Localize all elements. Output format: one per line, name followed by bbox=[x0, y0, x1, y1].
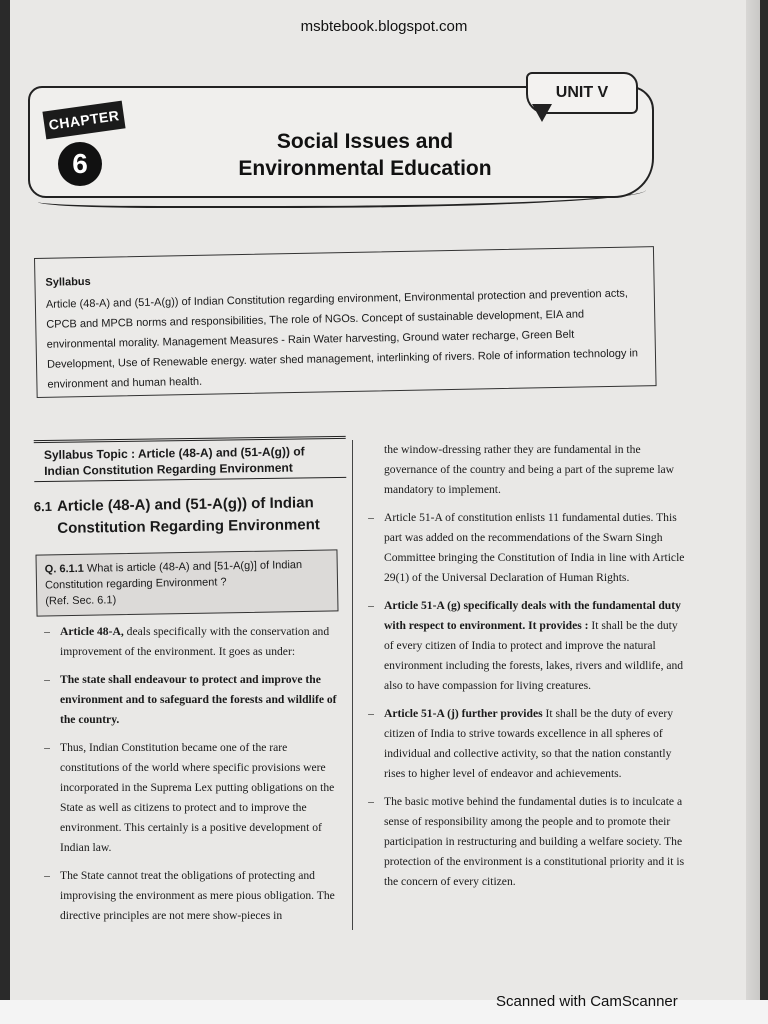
left-column bbox=[34, 438, 346, 926]
list-item bbox=[358, 792, 688, 892]
chapter-title-line-2: Environmental Education bbox=[238, 157, 492, 180]
syllabus-box bbox=[34, 246, 657, 398]
paragraph-article-51a-j: Article 51-A (j) further provides It shall be the duty of every citizen of India to strive towards excellence in all spheres of individual and collective activity, so that the nation constantly rises to higher level of endeavor and achievements. bbox=[384, 707, 674, 780]
unit-tag: UNIT V bbox=[526, 72, 638, 114]
list-item bbox=[34, 738, 346, 858]
right-column bbox=[358, 432, 688, 892]
section-heading bbox=[34, 492, 347, 540]
list-dash: – bbox=[368, 795, 374, 808]
list-item bbox=[34, 670, 346, 730]
list-dash: – bbox=[368, 707, 374, 720]
list-dash: – bbox=[44, 673, 50, 686]
list-item bbox=[358, 704, 688, 784]
section-title: Article (48-A) and (51-A(g)) of Indian Constitution Regarding Environment bbox=[56, 494, 320, 537]
list-dash: – bbox=[368, 511, 374, 524]
unit-tag-tail bbox=[532, 104, 552, 122]
syllabus-heading: Syllabus bbox=[45, 275, 91, 289]
question-box bbox=[35, 549, 338, 616]
section-number: 6.1 bbox=[33, 498, 53, 515]
camscanner-watermark: Scanned with CamScanner bbox=[496, 993, 678, 1010]
list-item bbox=[358, 440, 688, 500]
list-dash: – bbox=[368, 599, 374, 612]
paragraph-article-51a-g: Article 51-A (g) specifically deals with the fundamental duty with respect to environment. It provides : It shall be the duty of every citizen of India to protect and improve the natural environment including the forests, lakes, rivers and wildlife, and also to have compassion for living creatures. bbox=[384, 599, 684, 692]
paragraph-state-obligations: The State cannot treat the obligations of protecting and improvising the environment as mere pious obligation. The directive principles are not mere show-pieces in bbox=[60, 869, 335, 922]
question-reference: (Ref. Sec. 6.1) bbox=[45, 594, 117, 608]
list-dash: – bbox=[44, 869, 50, 882]
list-item bbox=[34, 866, 346, 926]
chapter-title-line-1: Social Issues and bbox=[276, 130, 454, 153]
paragraph-article-51a: Article 51-A of constitution enlists 11 fundamental duties. This part was added on the recommendations of the Swarn Singh Committee bringing the Constitution of India in line with Article 29(1) of the Universal Declaration of Human Rights. bbox=[384, 511, 685, 584]
page-edge-shadow bbox=[746, 0, 760, 1000]
paragraph-article-48a: Article 48-A, deals specifically with the conservation and improvement of the environment. It goes as under: bbox=[60, 625, 330, 658]
paragraph-basic-motive: The basic motive behind the fundamental duties is to inculcate a sense of responsibility among the people and to promote their participation in restructuring and building a welfare society. The protection of the environment is a constitutional priority and it is the concern of every citizen. bbox=[384, 795, 685, 888]
syllabus-topic-line-2: Indian Constitution Regarding Environment bbox=[44, 460, 293, 479]
chapter-label: CHAPTER bbox=[42, 101, 125, 140]
list-item bbox=[358, 508, 688, 588]
paragraph-constitution: Thus, Indian Constitution became one of the rare constitutions of the world where specific provisions were incorporated in the Suprema Lex putting obligations on the State as well as citizens to protect and to improve the environment. This certainly is a positive development of Indian law. bbox=[60, 741, 335, 854]
chapter-number: 6 bbox=[58, 142, 102, 186]
list-item bbox=[358, 596, 688, 696]
syllabus-text: Article (48-A) and (51-A(g)) of Indian Constitution regarding environment, Environmental protection and prevention acts, CPCB and MPCB norms and responsibilities, The role of NGOs. Concept of sustainable development, EIA and environmental morality. Management Measures - Rain Water harvesting, Ground water recharge, Green Belt Development, Use of Renewable energy. water shed management, interlinking of rivers. Role of information technology in environment and human health. bbox=[45, 287, 639, 391]
site-url: msbtebook.blogspot.com bbox=[300, 18, 468, 35]
question-text: What is article (48-A) and [51-A(g)] of Indian Constitution regarding Environment ? bbox=[44, 558, 303, 592]
syllabus-topic-bar bbox=[34, 436, 347, 482]
chapter-title bbox=[180, 128, 550, 182]
list-dash: – bbox=[44, 741, 50, 754]
column-divider bbox=[352, 440, 353, 930]
paragraph-state-duty: The state shall endeavour to protect and improve the environment and to safeguard the forests and wildlife of the country. bbox=[60, 673, 337, 726]
list-item bbox=[34, 622, 346, 662]
question-number: Q. 6.1.1 bbox=[44, 562, 84, 576]
paragraph-continuation: the window-dressing rather they are fundamental in the governance of the country and being a part of the supreme law mandatory to implement. bbox=[384, 443, 675, 496]
syllabus-topic-line-1: Syllabus Topic : Article (48-A) and (51-A(g)) of bbox=[43, 444, 305, 463]
list-dash: – bbox=[44, 625, 50, 638]
